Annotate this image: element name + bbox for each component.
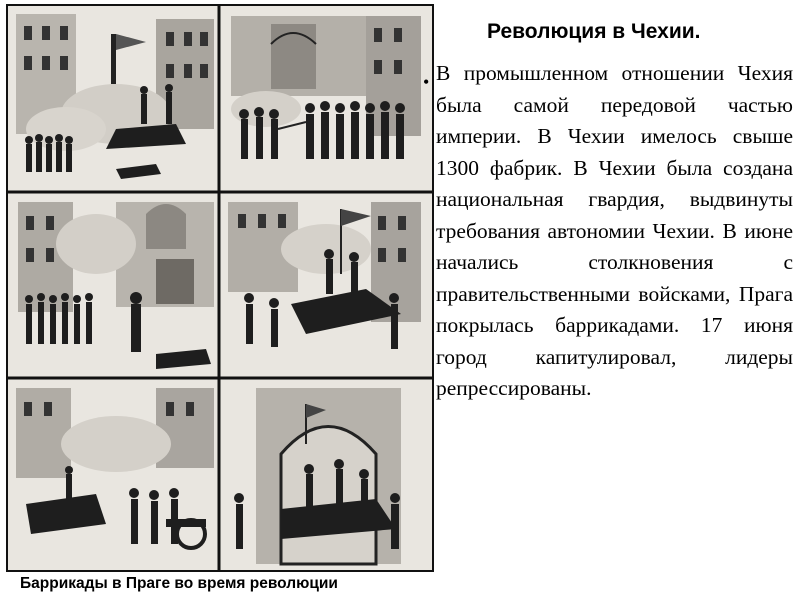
slide-title: Революция в Чехии. — [487, 20, 701, 43]
bullet-marker: • — [423, 72, 430, 92]
slide-body-text: В промышленном отношении Чехия была самой передовой частью империи. В Чехии имелось свыше 1300 фабрик. В Чехии была создана национальная гвардия, выдвинуты требования автономии Чехии. В июне начались столкновения с правительственными войсками, Прага покрылась баррикадами. 17 июня город капитулировал, лидеры репрессированы. — [436, 61, 793, 400]
engraving-six-panels-icon — [6, 4, 434, 572]
engraving-illustration — [6, 4, 434, 572]
image-caption: Баррикады в Праге во время революции — [20, 575, 338, 592]
panel-gate-tower — [234, 388, 401, 564]
